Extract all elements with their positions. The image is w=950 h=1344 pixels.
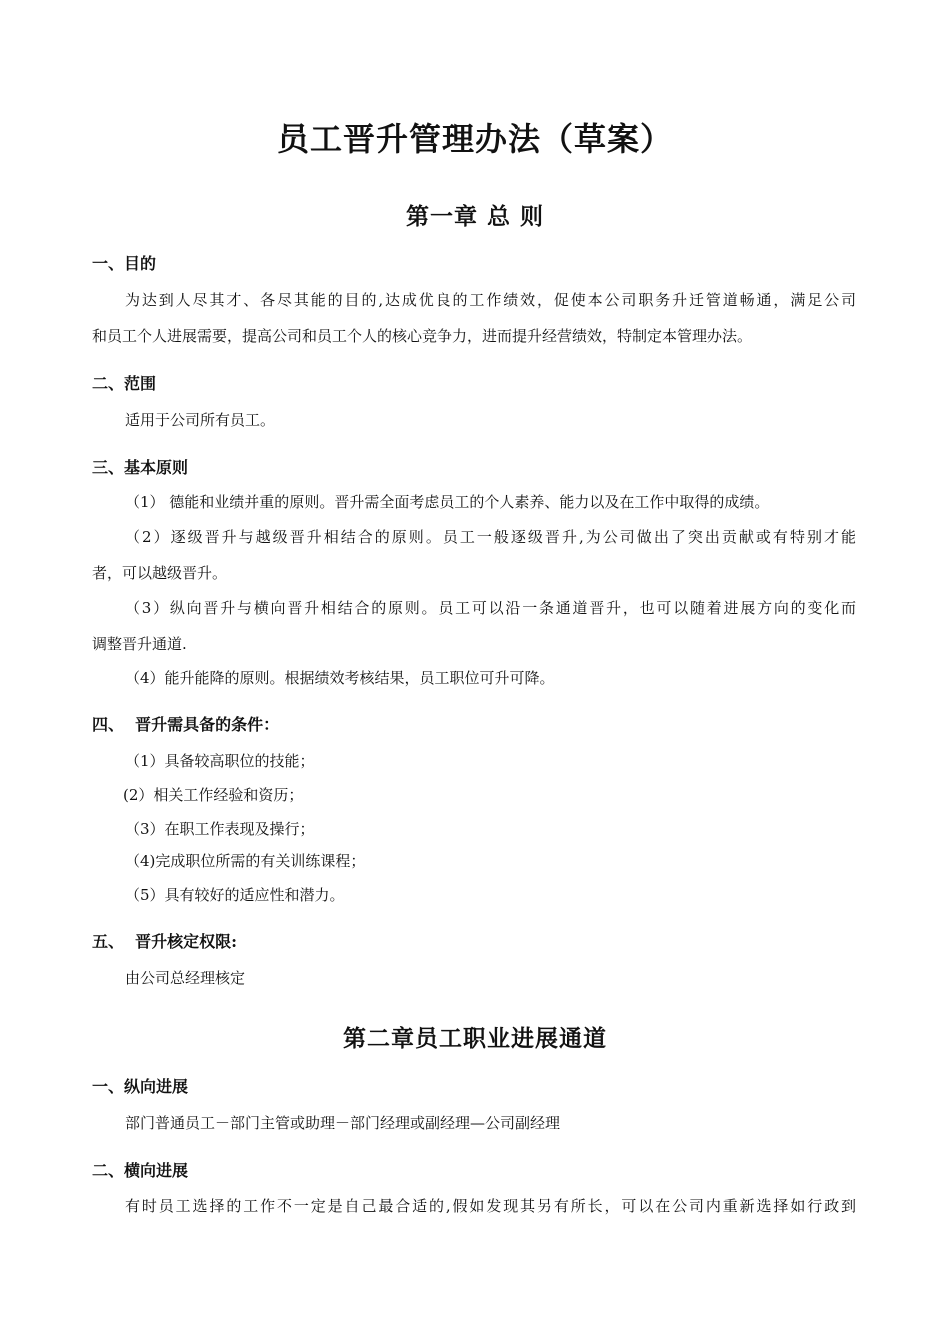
scope-text: 适用于公司所有员工。: [125, 411, 276, 429]
condition-item: （5）具有较好的适应性和潜力。: [125, 886, 345, 904]
purpose-line-2: 和员工个人进展需要，提高公司和员工个人的核心竞争力，进而提升经营绩效，特制定本管理办法。: [92, 327, 753, 345]
principle-2-line-2: 者，可以越级晋升。: [92, 564, 228, 582]
principle-2-line-1: （2）逐级晋升与越级晋升相结合的原则。员工一般逐级晋升,为公司做出了突出贡献或有特别才能: [125, 528, 856, 546]
section-heading-authority: 五、 晋升核定权限:: [92, 932, 238, 951]
purpose-line-1: 为达到人尽其才、各尽其能的目的,达成优良的工作绩效，促使本公司职务升迁管道畅通，满足公司: [125, 291, 856, 309]
section-heading-purpose: 一、目的: [92, 254, 157, 273]
section-heading-scope: 二、范围: [92, 374, 157, 393]
condition-item: （3）在职工作表现及操行；: [125, 820, 315, 838]
condition-item: (2）相关工作经验和资历；: [123, 786, 304, 804]
section-heading-principles: 三、基本原则: [92, 458, 189, 477]
condition-item: （4)完成职位所需的有关训练课程；: [125, 852, 366, 870]
principle-3-line-1: （3）纵向晋升与横向晋升相结合的原则。员工可以沿一条通道晋升，也可以随着进展方向的变化而: [125, 599, 856, 617]
principle-4: （4）能升能降的原则。根据绩效考核结果，员工职位可升可降。: [125, 669, 555, 687]
vertical-path-text: 部门普通员工－部门主管或助理－部门经理或副经理—公司副经理: [125, 1114, 561, 1132]
principle-1: （1） 德能和业绩并重的原则。晋升需全面考虑员工的个人素养、能力以及在工作中取得的成绩。: [125, 493, 770, 511]
section-heading-vertical: 一、纵向进展: [92, 1077, 189, 1096]
horizontal-path-text: 有时员工选择的工作不一定是自己最合适的,假如发现其另有所长，可以在公司内重新选择如行政到: [125, 1197, 856, 1215]
section-heading-horizontal: 二、横向进展: [92, 1161, 189, 1180]
chapter-1-title: 第一章 总 则: [405, 203, 544, 230]
section-heading-conditions: 四、 晋升需具备的条件：: [92, 715, 280, 734]
chapter-2-title: 第二章员工职业进展通道: [343, 1025, 607, 1052]
document-title: 员工晋升管理办法（草案）: [276, 120, 673, 158]
condition-item: （1）具备较高职位的技能；: [125, 752, 315, 770]
principle-3-line-2: 调整晋升通道.: [92, 635, 187, 653]
authority-text: 由公司总经理核定: [125, 969, 246, 987]
